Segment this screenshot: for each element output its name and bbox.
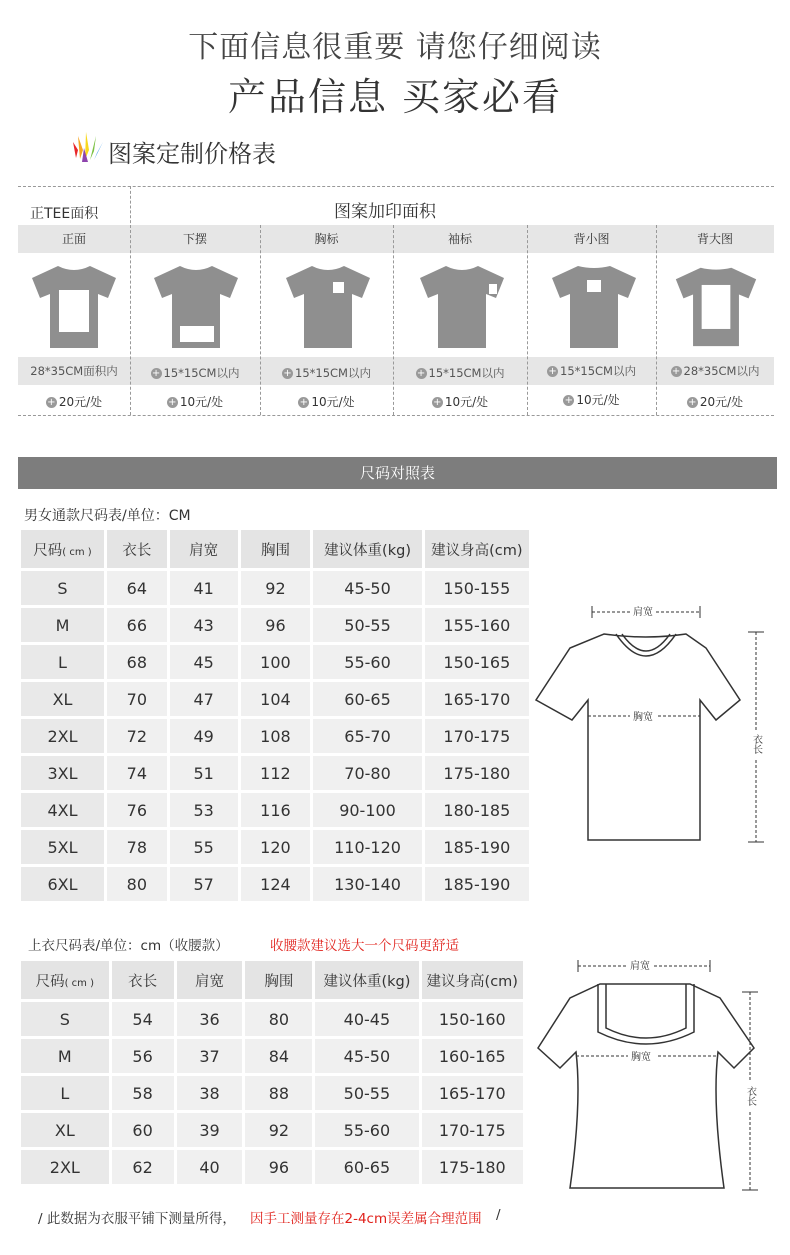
table-cell: 4XL: [21, 793, 104, 827]
table-cell: 110-120: [313, 830, 421, 864]
table-row: [21, 1150, 523, 1184]
table-cell: 116: [241, 793, 311, 827]
header-unit-label: ( cm ): [64, 977, 94, 989]
back-small-size-limit: [527, 357, 656, 385]
plus-icon: +: [548, 366, 557, 377]
header-size: [21, 961, 109, 999]
table-cell: 80: [107, 867, 167, 901]
table-cell: 60-65: [313, 682, 421, 716]
table-cell: M: [21, 608, 104, 642]
length-label: 衣长: [744, 1086, 756, 1106]
table-cell: 51: [170, 756, 238, 790]
table-cell: 68: [107, 645, 167, 679]
table-row: [21, 756, 529, 790]
table-cell: 165-170: [422, 1076, 523, 1110]
notice-heading: 下面信息很重要 请您仔细阅读: [188, 30, 602, 65]
divider: [527, 225, 528, 415]
chest-price: [260, 393, 393, 410]
unisex-tshirt-diagram: [530, 600, 780, 850]
table-cell: 96: [245, 1150, 312, 1184]
table-cell: 76: [107, 793, 167, 827]
tshirt-sleeve-print-icon: [416, 262, 508, 350]
header-length: 衣长: [107, 530, 167, 568]
shoulder-label: 肩宽: [630, 961, 650, 972]
length-label: 衣长: [750, 734, 762, 754]
plus-icon: +: [688, 397, 697, 408]
table-cell: 150-155: [425, 571, 529, 605]
table-cell: 38: [177, 1076, 243, 1110]
table-cell: 130-140: [313, 867, 421, 901]
table-cell: 84: [245, 1039, 312, 1073]
table-cell: 170-175: [425, 719, 529, 753]
table-cell: 45-50: [315, 1039, 418, 1073]
plus-icon: +: [168, 397, 177, 408]
unisex-size-table: [18, 527, 532, 904]
table-cell: 155-160: [425, 608, 529, 642]
header-size-label: 尺码: [35, 973, 65, 990]
table-cell: 65-70: [313, 719, 421, 753]
divider: [18, 186, 774, 187]
table-cell: 88: [245, 1076, 312, 1110]
header-chest: 胸围: [241, 530, 311, 568]
hem-price-value: 10元/处: [179, 395, 224, 409]
colorful-hands-logo-icon: [70, 128, 106, 164]
table-cell: XL: [21, 1113, 109, 1147]
table-cell: 66: [107, 608, 167, 642]
header-height: 建议身高(cm): [422, 961, 523, 999]
table-cell: 120: [241, 830, 311, 864]
header-shoulder: 肩宽: [170, 530, 238, 568]
tshirt-chest-print-icon: [282, 262, 374, 350]
table-row: [21, 608, 529, 642]
note-suffix: /: [496, 1207, 501, 1223]
table-cell: 45: [170, 645, 238, 679]
table-cell: 2XL: [21, 1150, 109, 1184]
size-chart-bar: 尺码对照表: [18, 457, 777, 489]
sleeve-size-limit: [393, 359, 527, 387]
table-row: [21, 682, 529, 716]
position-back-large-label: 背大图: [696, 232, 733, 246]
position-front-label: 正面: [61, 232, 86, 246]
header-height: 建议身高(cm): [425, 530, 529, 568]
sleeve-price-value: 10元/处: [444, 395, 489, 409]
table-cell: 55-60: [315, 1113, 418, 1147]
table-cell: 70-80: [313, 756, 421, 790]
tshirt-front-print-icon: [28, 262, 120, 350]
measurement-note: / 此数据为衣服平铺下测量所得，: [38, 1211, 236, 1227]
table-cell: 57: [170, 867, 238, 901]
table-cell: 180-185: [425, 793, 529, 827]
table-cell: 43: [170, 608, 238, 642]
table-cell: 54: [112, 1002, 174, 1036]
table-cell: 6XL: [21, 867, 104, 901]
table-cell: XL: [21, 682, 104, 716]
table-cell: S: [21, 571, 104, 605]
front-size-limit: 28*35CM面积内: [30, 364, 118, 378]
front-area-label: 正TEE面积: [30, 206, 99, 222]
plus-icon: +: [283, 368, 292, 379]
header-chest: 胸围: [245, 961, 312, 999]
header-size-label: 尺码: [33, 542, 63, 559]
table-cell: 2XL: [21, 719, 104, 753]
table-cell: 108: [241, 719, 311, 753]
table-cell: 92: [245, 1113, 312, 1147]
divider: [18, 415, 774, 416]
tshirt-back-small-print-icon: [548, 262, 640, 350]
table-cell: 100: [241, 645, 311, 679]
chest-label: 胸宽: [631, 1052, 651, 1063]
table-cell: 40-45: [315, 1002, 418, 1036]
header-weight: 建议体重(kg): [315, 961, 418, 999]
position-back-small-label: 背小图: [573, 232, 610, 246]
table-cell: 3XL: [21, 756, 104, 790]
unisex-table-caption: 男女通款尺码表/单位：CM: [24, 508, 191, 524]
back-large-size-limit: [656, 357, 774, 385]
table-cell: 72: [107, 719, 167, 753]
table-row: [21, 830, 529, 864]
table-cell: 74: [107, 756, 167, 790]
table-row: [21, 1076, 523, 1110]
measurement-tolerance: 因手工测量存在2-4cm误差属合理范围: [250, 1211, 482, 1227]
table-cell: 37: [177, 1039, 243, 1073]
hem-size-value: 15*15CM以内: [163, 366, 240, 380]
table-cell: 47: [170, 682, 238, 716]
position-chest-label: 胸标: [314, 232, 339, 246]
table-cell: L: [21, 1076, 109, 1110]
divider: [656, 225, 657, 415]
table-cell: 64: [107, 571, 167, 605]
table-cell: 165-170: [425, 682, 529, 716]
table-cell: 104: [241, 682, 311, 716]
table-cell: 170-175: [422, 1113, 523, 1147]
table-cell: 150-160: [422, 1002, 523, 1036]
product-info-heading: 产品信息 买家必看: [227, 75, 563, 119]
header-size: [21, 530, 104, 568]
back-large-price: [656, 393, 774, 410]
table-cell: 70: [107, 682, 167, 716]
plus-icon: +: [416, 368, 426, 379]
table-row: [21, 1039, 523, 1073]
table-cell: 49: [170, 719, 238, 753]
table-cell: 36: [177, 1002, 243, 1036]
tshirt-back-large-print-icon: [672, 262, 760, 350]
header-shoulder: 肩宽: [177, 961, 243, 999]
table-cell: 150-165: [425, 645, 529, 679]
table-header-row: [21, 530, 529, 568]
front-price-value: 20元/处: [58, 395, 103, 409]
table-cell: 50-55: [315, 1076, 418, 1110]
plus-icon: +: [47, 397, 56, 408]
back-small-size-value: 15*15CM以内: [560, 364, 636, 378]
chest-size-limit: [260, 359, 393, 387]
fitted-table-advice: 收腰款建议选大一个尺码更舒适: [270, 938, 459, 954]
table-cell: L: [21, 645, 104, 679]
plus-icon: +: [564, 395, 574, 406]
chest-price-value: 10元/处: [311, 395, 355, 409]
table-cell: 175-180: [422, 1150, 523, 1184]
header-length: 衣长: [112, 961, 174, 999]
hem-size-limit: [130, 359, 260, 387]
divider: [130, 186, 131, 228]
table-row: [21, 571, 529, 605]
table-cell: 55-60: [313, 645, 421, 679]
table-cell: 185-190: [425, 867, 529, 901]
table-cell: 92: [241, 571, 311, 605]
chest-size-value: 15*15CM以内: [295, 366, 371, 380]
table-cell: 78: [107, 830, 167, 864]
table-cell: 124: [241, 867, 311, 901]
back-small-price-value: 10元/处: [576, 393, 620, 407]
header-unit-label: ( cm ): [62, 546, 92, 558]
table-cell: S: [21, 1002, 109, 1036]
table-cell: M: [21, 1039, 109, 1073]
table-cell: 90-100: [313, 793, 421, 827]
table-cell: 80: [245, 1002, 312, 1036]
table-cell: 53: [170, 793, 238, 827]
table-cell: 160-165: [422, 1039, 523, 1073]
table-cell: 5XL: [21, 830, 104, 864]
tshirt-hem-print-icon: [150, 262, 242, 350]
table-cell: 62: [112, 1150, 174, 1184]
fitted-table-caption: 上衣尺码表/单位：cm（收腰款）: [28, 938, 229, 954]
table-cell: 40: [177, 1150, 243, 1184]
back-large-size-value: 28*35CM以内: [683, 364, 760, 378]
fitted-tshirt-diagram: [530, 952, 780, 1197]
table-cell: 41: [170, 571, 238, 605]
table-cell: 60: [112, 1113, 174, 1147]
plus-icon: +: [151, 368, 161, 379]
sleeve-price: [393, 393, 527, 410]
table-cell: 45-50: [313, 571, 421, 605]
print-area-label: 图案加印面积: [334, 202, 436, 222]
table-row: [21, 1113, 523, 1147]
table-cell: 60-65: [315, 1150, 418, 1184]
sleeve-size-value: 15*15CM以内: [428, 366, 505, 380]
table-header-row: [21, 961, 523, 999]
back-small-price: [527, 391, 656, 408]
back-large-price-value: 20元/处: [699, 395, 744, 409]
header-weight: 建议体重(kg): [313, 530, 421, 568]
hem-price: [130, 393, 260, 410]
table-cell: 185-190: [425, 830, 529, 864]
table-cell: 50-55: [313, 608, 421, 642]
table-cell: 55: [170, 830, 238, 864]
table-row: [21, 645, 529, 679]
plus-icon: +: [433, 397, 442, 408]
position-sleeve-label: 袖标: [447, 232, 472, 246]
table-cell: 58: [112, 1076, 174, 1110]
table-row: [21, 867, 529, 901]
table-cell: 96: [241, 608, 311, 642]
position-hem-label: 下摆: [182, 232, 207, 246]
table-cell: 112: [241, 756, 311, 790]
table-cell: 56: [112, 1039, 174, 1073]
plus-icon: +: [671, 366, 681, 377]
shoulder-label: 肩宽: [633, 607, 653, 618]
price-table-title: 图案定制价格表: [108, 140, 276, 168]
chest-label: 胸宽: [633, 712, 653, 723]
plus-icon: +: [299, 397, 309, 408]
table-row: [21, 793, 529, 827]
table-row: [21, 1002, 523, 1036]
table-cell: 175-180: [425, 756, 529, 790]
front-price: [18, 393, 130, 410]
fitted-size-table: [18, 958, 526, 1187]
table-row: [21, 719, 529, 753]
table-cell: 39: [177, 1113, 243, 1147]
